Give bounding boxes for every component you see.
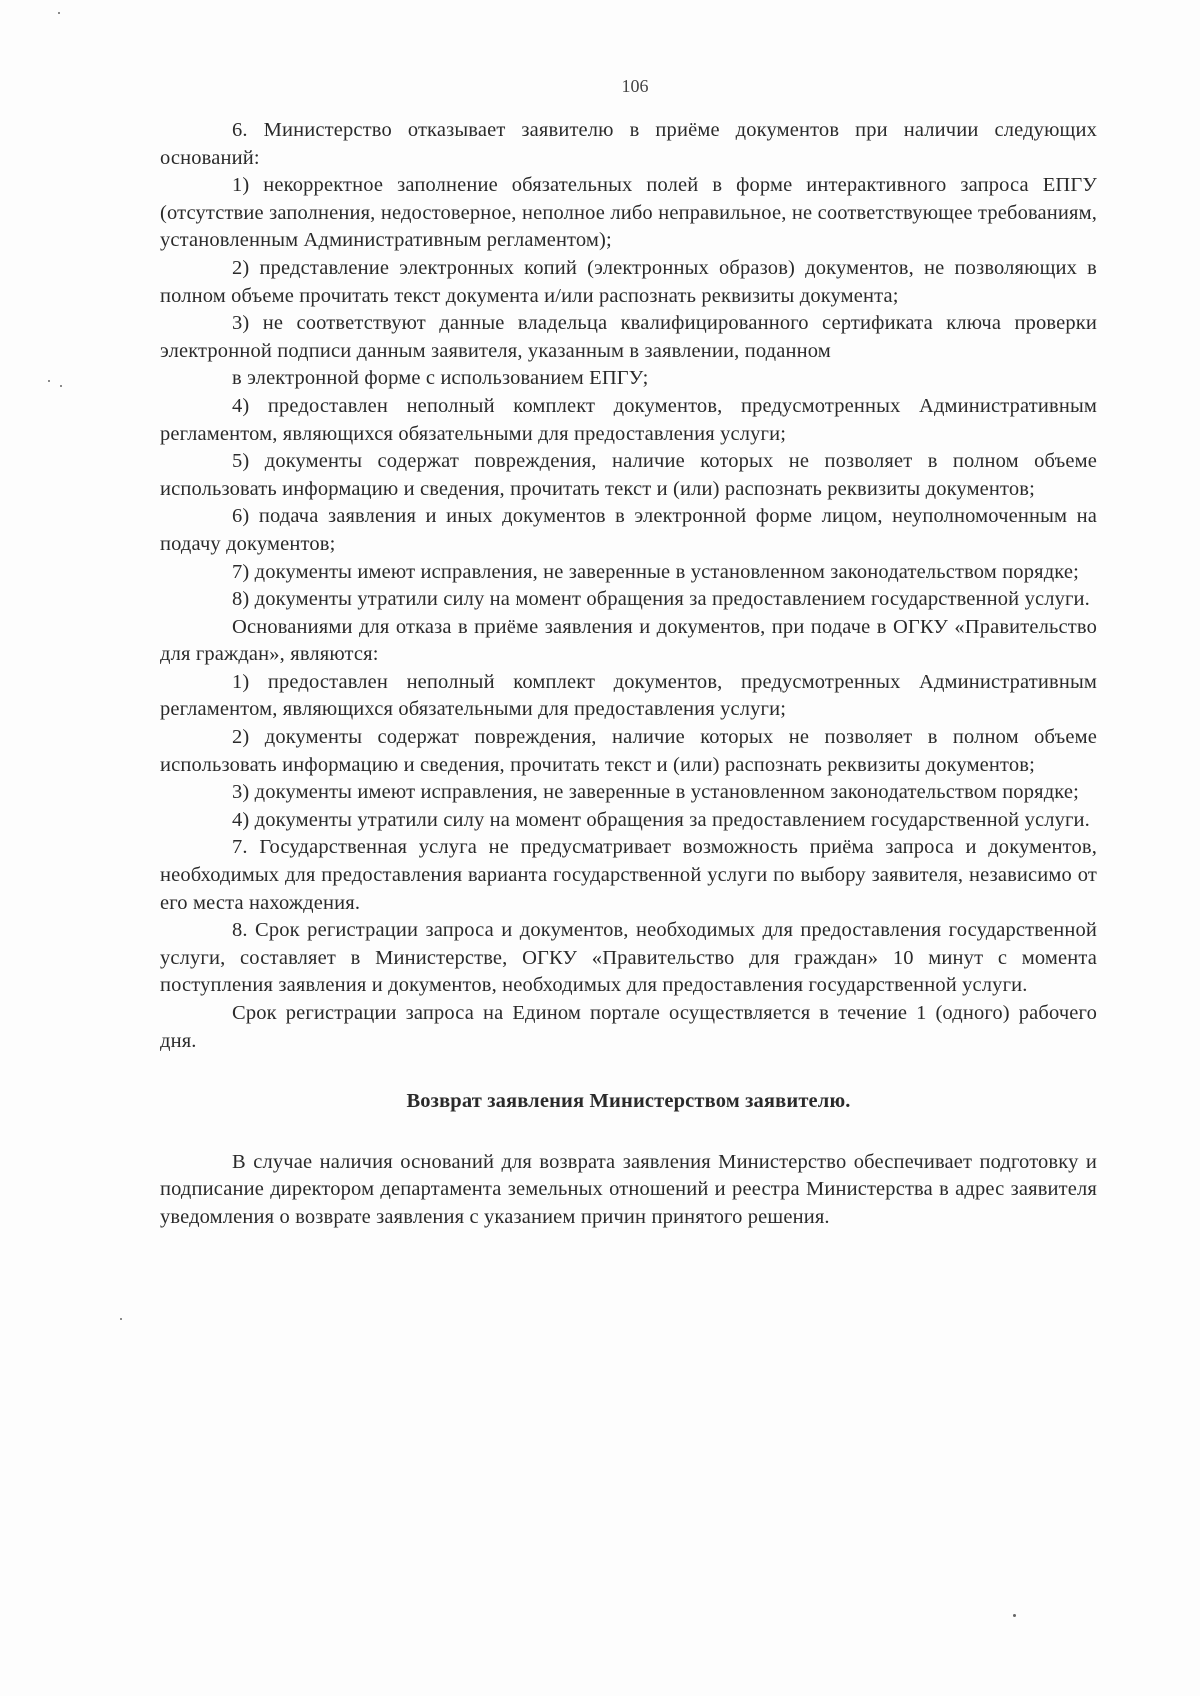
section-title: Возврат заявления Министерством заявителю. [406, 1090, 851, 1113]
list-item: 2) представление электронных копий (электронных образов) документов, не позволяющих в полном объеме прочитать текст документа и/или распознать реквизиты документа; [160, 256, 1097, 307]
paragraph: 7. Государственная услуга не предусматривает возможность приёма запроса и документов, необходимых для предоставления варианта государственной услуги по выбору заявителя, независимо от его места нахождения. [160, 836, 1097, 914]
scan-speck [1013, 1614, 1016, 1617]
list-item: 3) документы имеют исправления, не заверенные в установленном законодательством порядке; [232, 781, 1079, 804]
list-item: 5) документы содержат повреждения, наличие которых не позволяет в полном объеме использовать информацию и сведения, прочитать текст и (или) распознать реквизиты документов; [160, 450, 1097, 500]
list-item-continuation: в электронной форме с использованием ЕПГУ; [232, 367, 649, 390]
paragraph: Основаниями для отказа в приёме заявления и документов, при подаче в ОГКУ «Правительство для граждан», являются: [160, 615, 1097, 666]
list-item: 8) документы утратили силу на момент обращения за предоставлением государственной услуги. [232, 588, 1090, 611]
paragraph: 6. Министерство отказывает заявителю в приёме документов при наличии следующих оснований: [160, 119, 1097, 169]
document-body [160, 117, 1097, 1232]
scan-speck [120, 1318, 122, 1320]
list-item: 4) документы утратили силу на момент обращения за предоставлением государственной услуги. [232, 808, 1090, 831]
scan-speck [58, 12, 60, 14]
list-item: 1) предоставлен неполный комплект документов, предусмотренных Административным регламентом, являющихся обязательными для предоставления услуги; [160, 670, 1097, 721]
page-number: 106 [621, 76, 649, 96]
list-item: 4) предоставлен неполный комплект документов, предусмотренных Административным регламентом, являющихся обязательными для предоставления услуги; [160, 394, 1097, 445]
scan-speck [60, 385, 62, 387]
list-item: 1) некорректное заполнение обязательных полей в форме интерактивного запроса ЕПГУ (отсутствие заполнения, недостоверное, неполное либо неправильное, не соответствующее требованиям, установленным Административным регламентом); [160, 174, 1097, 252]
list-item: 7) документы имеют исправления, не заверенные в установленном законодательством порядке; [232, 560, 1079, 583]
list-item: 2) документы содержат повреждения, наличие которых не позволяет в полном объеме использовать информацию и сведения, прочитать текст и (или) распознать реквизиты документов; [160, 726, 1097, 776]
paragraph: В случае наличия оснований для возврата заявления Министерство обеспечивает подготовку и подписание директором департамента земельных отношений и реестра Министерства в адрес заявителя уведомления о возврате заявления с указанием причин принятого решения. [160, 1150, 1097, 1228]
paragraph: Срок регистрации запроса на Едином портале осуществляется в течение 1 (одного) рабочего дня. [160, 1002, 1097, 1052]
list-item: 3) не соответствуют данные владельца квалифицированного сертификата ключа проверки электронной подписи данным заявителя, указанным в заявлении, поданном [160, 312, 1097, 362]
paragraph: 8. Срок регистрации запроса и документов, необходимых для предоставления государственной услуги, составляет в Министерстве, ОГКУ «Правительство для граждан» 10 минут с момента поступления заявления и документов, необходимых для предоставления государственной услуги. [160, 919, 1097, 997]
scan-speck [48, 380, 50, 382]
list-item: 6) подача заявления и иных документов в электронной форме лицом, неуполномоченным на подачу документов; [160, 505, 1097, 555]
